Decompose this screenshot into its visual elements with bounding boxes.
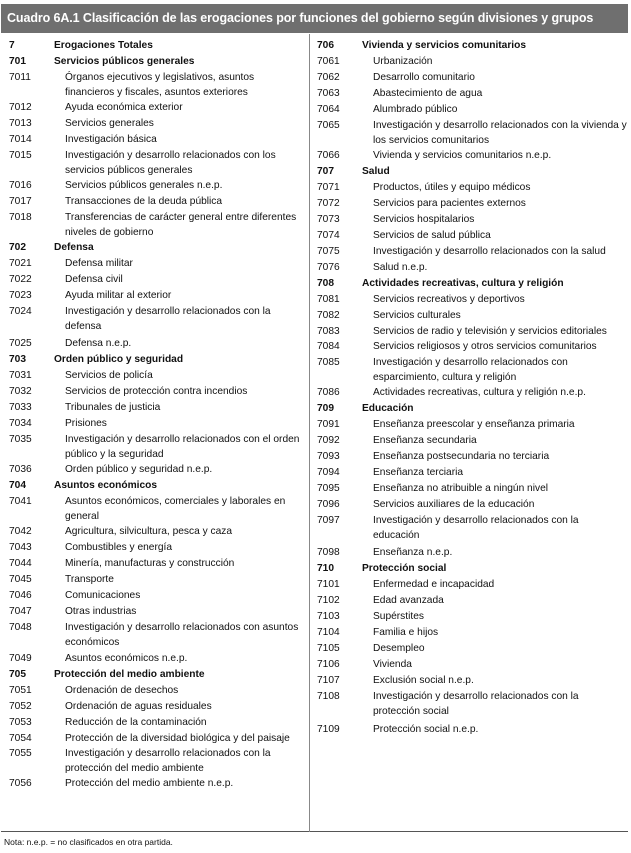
row-label: Transporte [65,574,114,585]
table-row [317,545,627,561]
row-code: 7072 [317,198,340,209]
table-row [9,462,305,478]
row-code: 7054 [9,733,32,744]
row-code: 7042 [9,526,32,537]
table-row [9,210,305,240]
row-label: Investigación y desarrollo relacionados con los servicios públicos generales [65,150,276,176]
table-row [317,513,627,543]
row-label: Protección social [362,563,447,574]
table-row [317,196,627,212]
row-label: Protección del medio ambiente [54,669,205,680]
column-divider [309,34,310,832]
row-code: 7086 [317,387,340,398]
row-label: Investigación y desarrollo relacionados con la educación [373,515,579,541]
row-code: 7108 [317,691,340,702]
row-label: Protección del medio ambiente n.e.p. [65,778,234,789]
group-row [317,164,627,180]
row-code: 7106 [317,659,340,670]
table-row [317,292,627,308]
row-code: 7101 [317,579,340,590]
row-code: 7052 [9,701,32,712]
table-row [9,368,305,384]
table-row [9,272,305,288]
group-row [317,401,627,417]
row-label: Supérstites [373,611,424,622]
row-code: 7056 [9,778,32,789]
row-code: 7015 [9,150,32,161]
row-label: Agricultura, silvicultura, pesca y caza [65,526,233,537]
row-label: Servicios auxiliares de la educación [373,499,535,510]
table-row [317,385,627,401]
row-code: 7083 [317,326,340,337]
row-code: 7107 [317,675,340,686]
table-row [9,384,305,400]
row-code: 7048 [9,622,32,633]
row-label: Servicios de salud pública [373,230,491,241]
row-code: 7094 [317,467,340,478]
table-row [317,689,627,719]
group-row [9,478,305,494]
row-label: Enseñanza secundaria [373,435,477,446]
row-label: Ordenación de desechos [65,685,179,696]
table-row [9,194,305,210]
table-row [9,683,305,699]
row-code: 703 [9,354,26,365]
row-label: Salud n.e.p. [373,262,428,273]
group-row [9,54,305,70]
row-label: Vivienda y servicios comunitarios n.e.p. [373,150,552,161]
row-code: 7063 [317,88,340,99]
row-label: Salud [362,166,390,177]
row-label: Defensa [54,242,94,253]
row-label: Investigación y desarrollo relacionados con esparcimiento, cultura y religión [373,357,568,383]
row-code: 7066 [317,150,340,161]
row-label: Servicios de protección contra incendios [65,386,248,397]
row-code: 7082 [317,310,340,321]
row-label: Investigación básica [65,134,157,145]
table-row [9,746,305,776]
row-label: Educación [362,403,414,414]
row-code: 7024 [9,306,32,317]
row-label: Investigación y desarrollo relacionados con el orden público y la seguridad [65,434,300,460]
row-code: 7074 [317,230,340,241]
table-row [9,336,305,352]
row-label: Defensa n.e.p. [65,338,132,349]
row-code: 7096 [317,499,340,510]
row-code: 7 [9,40,15,51]
row-label: Enseñanza postsecundaria no terciaria [373,451,550,462]
row-code: 709 [317,403,334,414]
row-label: Investigación y desarrollo relacionados con la protección del medio ambiente [65,748,271,774]
row-code: 7076 [317,262,340,273]
table-row [9,588,305,604]
table-row [317,433,627,449]
table-row [317,417,627,433]
row-code: 7032 [9,386,32,397]
row-label: Investigación y desarrollo relacionados con asuntos económicos [65,622,299,648]
row-code: 7073 [317,214,340,225]
row-code: 7104 [317,627,340,638]
table-row [317,212,627,228]
table-row [9,116,305,132]
row-label: Prisiones [65,418,107,429]
row-code: 7051 [9,685,32,696]
table-row [317,180,627,196]
table-row [9,604,305,620]
row-label: Minería, manufacturas y construcción [65,558,235,569]
table-row [317,118,627,148]
table-row [317,308,627,324]
row-label: Productos, útiles y equipo médicos [373,182,531,193]
row-code: 7102 [317,595,340,606]
group-row [317,276,627,292]
row-label: Ayuda militar al exterior [65,290,172,301]
table-row [317,102,627,118]
row-code: 705 [9,669,26,680]
table-row [317,577,627,593]
table-row [9,699,305,715]
row-label: Orden público y seguridad n.e.p. [65,464,213,475]
row-code: 7033 [9,402,32,413]
row-code: 7023 [9,290,32,301]
table-row [9,70,305,100]
table-title: Cuadro 6A.1 Clasificación de las erogaciones por funciones del gobierno según divisiones y grupos [1,4,628,33]
row-code: 7014 [9,134,32,145]
row-label: Enseñanza n.e.p. [373,547,453,558]
row-code: 7034 [9,418,32,429]
row-label: Enseñanza preescolar y enseñanza primaria [373,419,575,430]
row-label: Enseñanza terciaria [373,467,464,478]
table-row [9,148,305,178]
row-label: Servicios recreativos y deportivos [373,294,525,305]
table-row [9,288,305,304]
right-column [317,38,627,738]
group-row [9,240,305,256]
table-row [317,260,627,276]
table-row [9,416,305,432]
table-row [317,244,627,259]
table-row [317,54,627,70]
row-label: Abastecimiento de agua [373,88,483,99]
row-label: Ayuda económica exterior [65,102,183,113]
table-row [317,148,627,164]
row-label: Servicios culturales [373,310,461,321]
table-row [317,593,627,609]
row-code: 7097 [317,515,340,526]
table-row [317,641,627,657]
row-code: 702 [9,242,26,253]
group-row [317,38,627,54]
table-row [317,625,627,641]
table-row [317,497,627,513]
table-row [317,465,627,481]
row-label: Asuntos económicos [54,480,158,491]
table-row [9,572,305,588]
table-row [9,715,305,731]
table-row [317,449,627,465]
row-label: Orden público y seguridad [54,354,184,365]
row-label: Enfermedad e incapacidad [373,579,495,590]
row-code: 7109 [317,724,340,735]
row-code: 7064 [317,104,340,115]
row-code: 7012 [9,102,32,113]
row-label: Asuntos económicos, comerciales y laborales en general [65,496,286,522]
row-label: Alumbrado público [373,104,458,115]
row-label: Asuntos económicos n.e.p. [65,653,188,664]
row-code: 7044 [9,558,32,569]
row-code: 7036 [9,464,32,475]
row-code: 704 [9,480,26,491]
row-code: 7018 [9,212,32,223]
row-code: 7075 [317,246,340,257]
row-code: 710 [317,563,334,574]
row-label: Desarrollo comunitario [373,72,475,83]
table-row [317,355,627,385]
row-code: 7049 [9,653,32,664]
row-code: 7035 [9,434,32,445]
left-column [9,38,305,792]
table-row [9,178,305,194]
row-code: 7046 [9,590,32,601]
row-code: 7071 [317,182,340,193]
row-label: Servicios de policía [65,370,153,381]
row-label: Ordenación de aguas residuales [65,701,212,712]
row-code: 7081 [317,294,340,305]
row-code: 7092 [317,435,340,446]
row-code: 7084 [317,341,340,352]
table-row [317,86,627,102]
table-row [9,731,305,746]
group-row [9,667,305,683]
row-label: Defensa militar [65,258,133,269]
row-label: Servicios hospitalarios [373,214,475,225]
table-row [9,620,305,650]
row-label: Otras industrias [65,606,137,617]
row-label: Defensa civil [65,274,123,285]
row-label: Desempleo [373,643,425,654]
row-code: 7045 [9,574,32,585]
row-label: Actividades recreativas, cultura y religión n.e.p. [373,387,586,398]
group-row [9,352,305,368]
row-label: Transferencias de carácter general entre diferentes niveles de gobierno [65,212,297,238]
row-label: Enseñanza no atribuible a ningún nivel [373,483,549,494]
table-row [317,722,627,738]
row-code: 7055 [9,748,32,759]
group-row [317,561,627,577]
table-row [9,100,305,116]
row-label: Órganos ejecutivos y legislativos, asuntos financieros y fiscales, asuntos exteriores [65,72,255,98]
row-label: Tribunales de justicia [65,402,161,413]
row-code: 7105 [317,643,340,654]
row-code: 7041 [9,496,32,507]
row-label: Reducción de la contaminación [65,717,207,728]
row-code: 7016 [9,180,32,191]
row-label: Actividades recreativas, cultura y religión [362,278,564,289]
table-row [9,304,305,334]
table-row [317,339,627,355]
row-code: 7085 [317,357,340,368]
table-row [9,256,305,272]
table-row [9,494,305,524]
group-row [9,38,305,54]
row-code: 7025 [9,338,32,349]
row-label: Urbanización [373,56,433,67]
table-row [317,609,627,625]
row-code: 7065 [317,120,340,131]
table-row [9,432,305,462]
row-label: Investigación y desarrollo relacionados con la defensa [65,306,271,332]
row-label: Servicios públicos generales [54,56,195,67]
row-code: 7021 [9,258,32,269]
row-label: Servicios para pacientes externos [373,198,526,209]
table-row [9,540,305,556]
table-row [317,324,627,339]
row-label: Servicios públicos generales n.e.p. [65,180,223,191]
row-code: 7098 [317,547,340,558]
row-code: 7011 [9,72,31,83]
row-code: 7047 [9,606,32,617]
row-code: 7053 [9,717,32,728]
row-code: 706 [317,40,334,51]
row-label: Combustibles y energía [65,542,173,553]
row-label: Protección de la diversidad biológica y del paisaje [65,733,290,744]
row-code: 7095 [317,483,340,494]
row-label: Erogaciones Totales [54,40,153,51]
row-label: Edad avanzada [373,595,444,606]
row-label: Vivienda y servicios comunitarios [362,40,527,51]
table-row [9,556,305,572]
row-label: Familia e hijos [373,627,439,638]
row-code: 708 [317,278,334,289]
row-code: 707 [317,166,334,177]
row-label: Comunicaciones [65,590,141,601]
table-row [317,673,627,689]
table-row [317,228,627,244]
row-label: Servicios generales [65,118,154,129]
row-code: 7022 [9,274,32,285]
row-code: 7093 [317,451,340,462]
row-label: Protección social n.e.p. [373,724,479,735]
table-row [9,776,305,792]
row-label: Investigación y desarrollo relacionados con la vivienda y los servicios comunitarios [373,120,627,146]
row-code: 701 [9,56,26,67]
row-label: Vivienda [373,659,412,670]
row-label: Servicios de radio y televisión y servicios editoriales [373,326,607,337]
row-code: 7062 [317,72,340,83]
table-row [9,524,305,540]
footnote: Nota: n.e.p. = no clasificados en otra partida. [4,837,173,847]
row-code: 7061 [317,56,340,67]
row-label: Transacciones de la deuda pública [65,196,223,207]
row-code: 7091 [317,419,340,430]
row-label: Investigación y desarrollo relacionados con la salud [373,246,606,257]
row-code: 7103 [317,611,340,622]
row-label: Servicios religiosos y otros servicios comunitarios [373,341,597,352]
table-row [317,70,627,86]
table-row [9,132,305,148]
row-code: 7017 [9,196,32,207]
table-row [317,481,627,497]
row-label: Investigación y desarrollo relacionados con la protección social [373,691,579,717]
row-code: 7013 [9,118,32,129]
row-code: 7031 [9,370,32,381]
table-row [9,651,305,667]
table-row [317,657,627,673]
table-row [9,400,305,416]
row-code: 7043 [9,542,32,553]
row-label: Exclusión social n.e.p. [373,675,474,686]
